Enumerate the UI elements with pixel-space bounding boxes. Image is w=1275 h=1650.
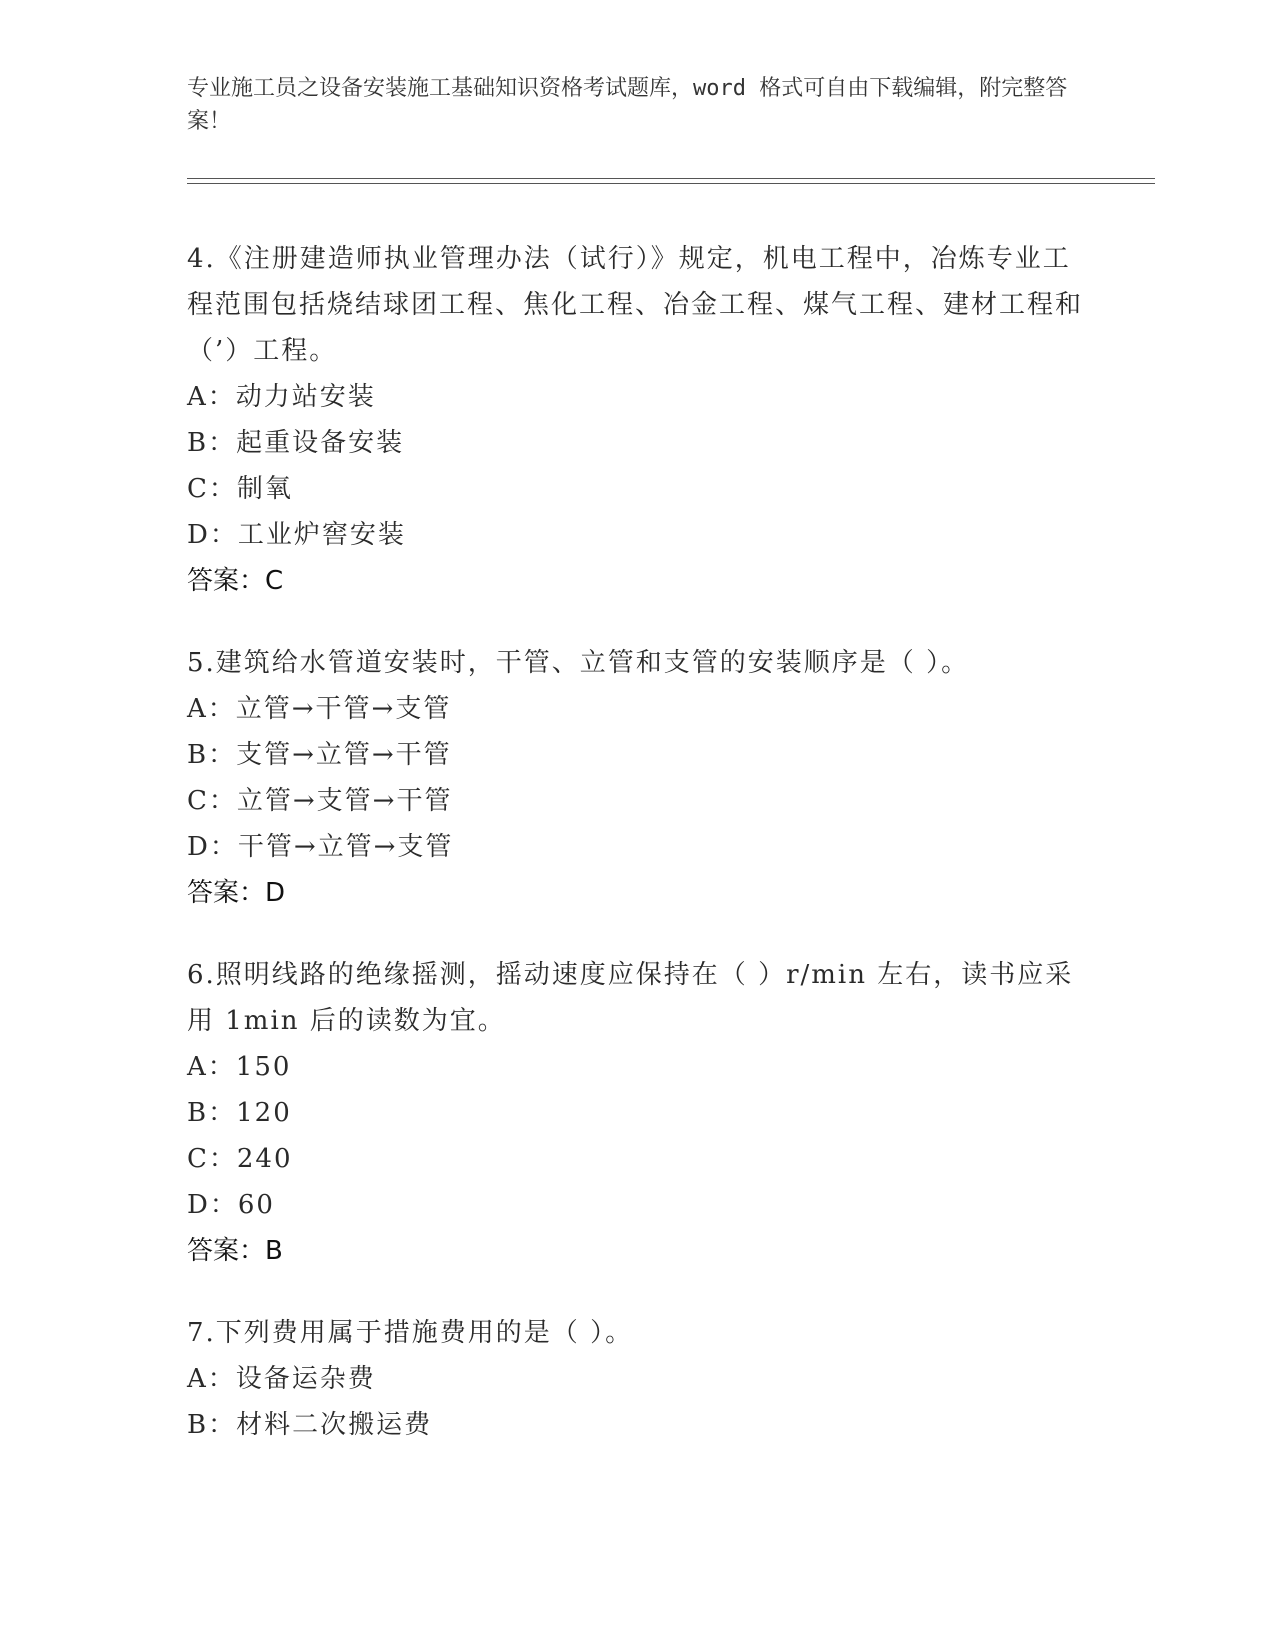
option-a: A：150 — [187, 1052, 292, 1082]
question-stem: 6.照明线路的绝缘摇测，摇动速度应保持在（ ）r/min 左右，读书应采用 1min 后的读数为宜。 — [187, 960, 1074, 1036]
question-5 — [187, 640, 1087, 916]
option-a: A：立管→干管→支管 — [187, 694, 452, 724]
option-d: D：干管→立管→支管 — [187, 832, 454, 862]
question-stem: 5.建筑给水管道安装时，干管、立管和支管的安装顺序是（ ）。 — [187, 648, 970, 678]
option-c: C：240 — [187, 1144, 293, 1174]
document-header: 专业施工员之设备安装施工基础知识资格考试题库，word 格式可自由下载编辑，附完整答案！ — [187, 76, 1068, 134]
question-4 — [187, 236, 1087, 604]
question-6 — [187, 952, 1087, 1274]
header-divider-bottom — [187, 183, 1155, 184]
answer-line: 答案：D — [187, 878, 286, 908]
option-b: B：起重设备安装 — [187, 428, 405, 458]
question-stem: 4.《注册建造师执业管理办法（试行）》规定，机电工程中，冶炼专业工程范围包括烧结球团工程、焦化工程、冶金工程、煤气工程、建材工程和（’）工程。 — [187, 244, 1084, 366]
option-b: B：120 — [187, 1098, 292, 1128]
option-c: C：立管→支管→干管 — [187, 786, 453, 816]
question-stem: 7.下列费用属于措施费用的是（ ）。 — [187, 1318, 634, 1348]
option-b: B：材料二次搬运费 — [187, 1410, 433, 1440]
question-7 — [187, 1310, 1087, 1448]
answer-line: 答案：C — [187, 566, 284, 596]
option-c: C：制氧 — [187, 474, 293, 504]
option-b: B：支管→立管→干管 — [187, 740, 452, 770]
option-a: A：设备运杂费 — [187, 1364, 376, 1394]
answer-line: 答案：B — [187, 1236, 283, 1266]
option-d: D：工业炉窖安装 — [187, 520, 406, 550]
option-a: A：动力站安装 — [187, 382, 376, 412]
question-list — [187, 236, 1087, 1484]
header-divider-top — [187, 178, 1155, 179]
option-d: D：60 — [187, 1190, 275, 1220]
